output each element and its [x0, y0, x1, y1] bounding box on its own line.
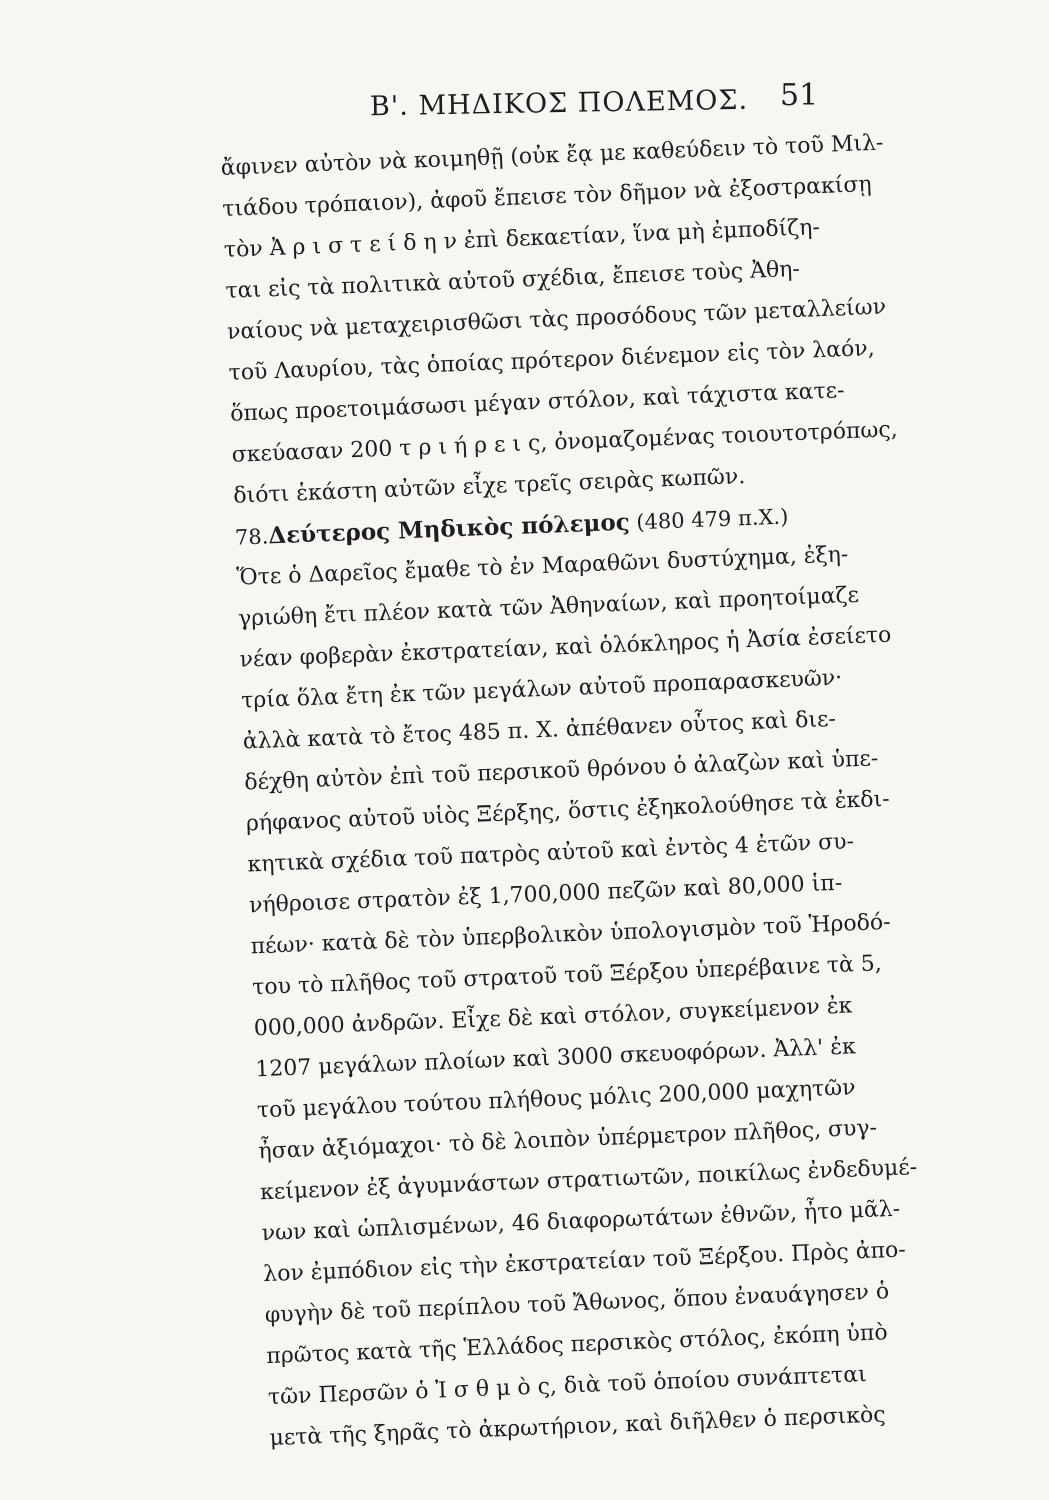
page-number: 51	[780, 78, 819, 113]
text-line: Ὅτε ὁ Δαρεῖος ἔμαθε τὸ ἐν Μαραθῶνι δυστύχημα, ἐξη-	[236, 542, 849, 591]
text-line: ἀλλὰ κατὰ τὸ ἔτος 485 π. Χ. ἀπέθανεν οὗτος καὶ διε-	[242, 706, 837, 755]
text-line: του τὸ πλῆθος τοῦ στρατοῦ τοῦ Ξέρξου ὑπερέβαινε τὰ 5,	[251, 951, 883, 1001]
body-text	[220, 123, 920, 1459]
text-line: νέαν φοβερὰν ἐκστρατείαν, καὶ ὁλόκληρος ἡ Ἀσία ἐσείετο	[239, 622, 892, 673]
text-line: πέων· κατὰ δὲ τὸν ὑπερβολικὸν ὑπολογισμὸν τοῦ Ἡροδό-	[250, 909, 892, 960]
text-line: πρῶτος κατὰ τῆς Ἑλλάδος περσικὸς στόλος, ἐκόπη ὑπὸ	[265, 1320, 889, 1370]
section-number: 78.	[234, 524, 269, 550]
text-line: ναίους νὰ μεταχειρισθῶσι τὰς προσόδους τῶν μεταλλείων	[226, 294, 887, 345]
text-line: 1207 μεγάλων πλοίων καὶ 3000 σκευοφόρων. Ἀλλ' ἐκ	[254, 1034, 857, 1083]
text-line: λον ἐμπόδιον εἰς τὴν ἐκστρατείαν τοῦ Ξέρξου. Πρὸς ἀπο-	[262, 1237, 907, 1288]
text-line: φυγὴν δὲ τοῦ περίπλου τοῦ Ἄθωνος, ὅπου ἐναυάγησεν ὁ	[264, 1279, 890, 1329]
text-line: τὸν Ἀ ρ ι σ τ ε ί δ η ν ἐπὶ δεκαετίαν, ἵνα μὴ ἐμποδίζη-	[223, 215, 821, 263]
section-dates: (480 479 π.Χ.)	[635, 504, 789, 535]
text-line: νων καὶ ὡπλισμένων, 46 διαφορωτάτων ἐθνῶν, ἦτο μᾶλ-	[261, 1196, 901, 1247]
text-line: μετὰ τῆς ξηρᾶς τὸ ἀκρωτήριον, καὶ διῆλθεν ὁ περσικὸς	[269, 1402, 887, 1452]
text-line: ται εἰς τὰ πολιτικὰ αὐτοῦ σχέδια, ἔπεισε τοὺς Ἀθη-	[225, 256, 801, 304]
paragraph-top	[220, 123, 899, 517]
paragraph-section-78	[236, 533, 920, 1459]
text-line: νήθροισε στρατὸν ἐξ 1,700,000 πεζῶν καὶ 80,000 ἱπ-	[248, 870, 843, 919]
running-title: Β'. ΜΗΔΙΚΟΣ ΠΟΛΕΜΟΣ.	[369, 84, 749, 123]
text-line: κητικὰ σχέδια τοῦ πατρὸς αὐτοῦ καὶ ἐντὸς 4 ἐτῶν συ-	[247, 829, 855, 878]
text-line: τῶν Περσῶν ὁ Ἰ σ θ μ ὸ ς, διὰ τοῦ ὁποίου συνάπτεται	[267, 1362, 868, 1411]
text-line: τιάδου τρόπαιον), ἀφοῦ ἔπεισε τὸν δῆμον νὰ ἐξοστρακίσῃ	[221, 172, 872, 222]
text-line: ρήφανος αὐτοῦ υἱὸς Ξέρξης, ὅστις ἐξηκολούθησε τὰ ἐκδι-	[245, 786, 891, 837]
text-line: τρία ὅλα ἔτη ἐκ τῶν μεγάλων αὐτοῦ προπαρασκευῶν·	[240, 665, 843, 714]
text-line: ὅπως προετοιμάσωσι μέγαν στόλον, καὶ τάχιστα κατε-	[229, 378, 845, 427]
text-line: τοῦ μεγάλου τούτου πλήθους μόλις 200,000 μαχητῶν	[256, 1075, 856, 1124]
section-title: Δεύτερος Μηδικὸς πόλεμος	[267, 508, 631, 550]
text-line: κείμενον ἐξ ἀγυμνάστων στρατιωτῶν, ποικίλως ἐνδεδυμέ-	[259, 1155, 918, 1206]
text-line: σκεύασαν 200 τ ρ ι ή ρ ε ι ς, ὀνομαζομένας τοιουτοτρόπως,	[231, 417, 899, 468]
text-line: ἦσαν ἀξιόμαχοι· τὸ δὲ λοιπὸν ὑπέρμετρον πλῆθος, συγ-	[258, 1115, 878, 1165]
text-line: δέχθη αὐτὸν ἐπὶ τοῦ περσικοῦ θρόνου ὁ ἀλαζὼν καὶ ὑπε-	[243, 746, 879, 796]
text-line: διότι ἑκάστη αὐτῶν εἶχε τρεῖς σειρὰς κωπῶν.	[232, 464, 746, 509]
text-line: γριώθη ἔτι πλέον κατὰ τῶν Ἀθηναίων, καὶ προητοίμαζε	[237, 582, 860, 632]
text-line: ἄφινεν αὐτὸν νὰ κοιμηθῇ (οὐκ ἔᾳ με καθεύδειν τὸ τοῦ Μιλ-	[220, 130, 884, 181]
text-line: τοῦ Λαυρίου, τὰς ὁποίας πρότερον διένεμον εἰς τὸν λαόν,	[228, 336, 876, 386]
text-line: 000,000 ἀνδρῶν. Εἶχε δὲ καὶ στόλον, συγκείμενον ἐκ	[253, 993, 853, 1042]
